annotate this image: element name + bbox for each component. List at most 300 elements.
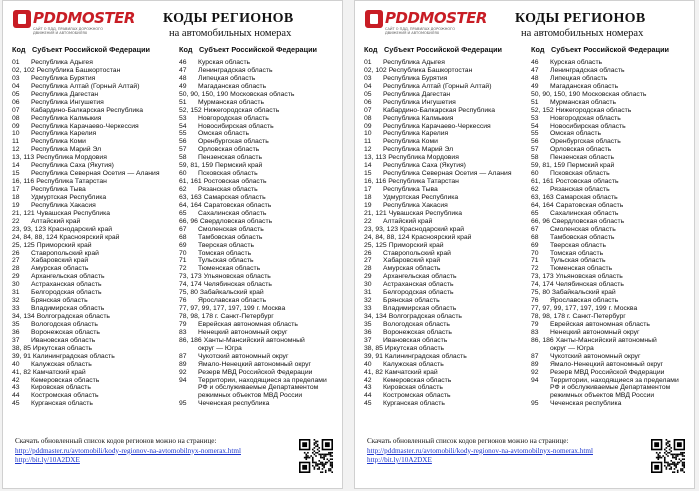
region-code: 34, 134 — [12, 313, 35, 320]
region-name: округ — Югра — [550, 344, 594, 352]
region-code: 78, 98, 178 — [531, 313, 566, 320]
region-name: Республика Татарстан — [36, 178, 107, 186]
region-row — [12, 226, 178, 234]
region-code: 15 — [12, 170, 20, 178]
region-row — [12, 202, 178, 210]
region-row — [531, 194, 691, 202]
region-name: Курская область — [550, 59, 603, 66]
region-code: 37 — [12, 336, 20, 344]
rows-left — [12, 59, 178, 408]
region-code: 25, 125 — [12, 241, 35, 249]
region-name: Удмуртская Республика — [383, 193, 459, 201]
region-name: Воронежская область — [31, 328, 100, 336]
region-code: 46 — [531, 59, 539, 66]
region-row — [364, 353, 530, 361]
region-name: Ростовская область — [555, 178, 619, 186]
region-name: режимных объектов МВД России — [198, 392, 303, 400]
region-code: 12 — [364, 146, 372, 154]
region-name: Алтайский край — [31, 217, 81, 225]
region-name: Тверская область — [550, 241, 606, 249]
region-row — [12, 115, 178, 123]
region-code: 39, 91 — [12, 352, 31, 360]
region-code: 05 — [364, 90, 372, 98]
region-name: Мурманская область — [550, 98, 617, 106]
region-row — [179, 242, 339, 250]
region-name: Оренбургская область — [198, 138, 269, 146]
region-row — [179, 250, 339, 258]
footer-link-full[interactable]: http://pddmaster.ru/avtomobili/kody-regionov-na-avtomobilnyx-nomerax.html — [15, 446, 241, 455]
region-code: 69 — [531, 241, 539, 249]
region-row — [364, 218, 530, 226]
region-code: 09 — [12, 122, 20, 130]
column-header — [364, 44, 530, 55]
region-row — [179, 265, 339, 273]
region-code: 57 — [179, 146, 187, 154]
region-code: 12 — [12, 146, 20, 154]
region-row — [12, 130, 178, 138]
region-code: 31 — [12, 289, 20, 297]
region-name: Свердловская область — [199, 217, 273, 225]
region-code: 73, 173 — [531, 273, 554, 281]
region-row — [12, 369, 178, 377]
region-name: Ярославская область — [198, 297, 267, 305]
header-subject: Субъект Российской Федерации — [384, 45, 503, 54]
region-code: 92 — [179, 368, 187, 376]
region-name: Смоленская область — [198, 225, 264, 233]
region-name: Камчатский край — [32, 368, 86, 376]
region-row — [12, 75, 178, 83]
region-code: 58 — [531, 154, 539, 162]
region-row — [12, 281, 178, 289]
region-row — [179, 91, 339, 99]
region-row — [179, 130, 339, 138]
region-row — [531, 273, 691, 281]
region-code: 54 — [179, 122, 187, 130]
region-name: Ленинградская область — [198, 66, 273, 74]
region-name: Саратовская область — [203, 201, 272, 209]
region-name: Краснодарский край — [48, 225, 113, 233]
region-code: 70 — [531, 249, 539, 257]
region-name: Камчатский край — [384, 368, 438, 376]
region-code: 86, 186 — [179, 336, 202, 344]
region-row — [531, 369, 691, 377]
region-row — [364, 138, 530, 146]
region-name: Республика Марий Эл — [31, 146, 102, 154]
page-subtitle: на автомобильных номерах — [169, 28, 292, 39]
region-row — [531, 384, 691, 392]
region-name: Белгородская область — [383, 289, 454, 297]
region-name: Республика Хакасия — [383, 201, 448, 209]
region-row — [179, 115, 339, 123]
region-name: Республика Тыва — [383, 186, 438, 193]
region-row — [179, 154, 339, 162]
region-row — [12, 99, 178, 107]
region-name: Орловская область — [198, 146, 260, 154]
region-name: Тульская область — [198, 257, 254, 265]
region-code: 31 — [364, 289, 372, 297]
region-name: Чувашская Республика — [36, 209, 111, 217]
region-name: г. Москва — [256, 305, 286, 313]
region-code: 92 — [531, 368, 539, 376]
logo-tagline: САЙТ О ПДД, ПРАВИЛАХ ДОРОЖНОГО ДВИЖЕНИЯ И АВТОМОБИЛЯХ — [385, 27, 455, 35]
region-name: РФ и обслуживаемые Департаментом — [198, 384, 319, 392]
region-code: 65 — [531, 209, 539, 217]
region-row — [531, 400, 691, 408]
region-row — [179, 337, 339, 345]
region-row — [531, 99, 691, 107]
region-name: Ульяновская область — [555, 273, 623, 281]
footer-link-short[interactable]: http://bit.ly/10A2DXE — [15, 456, 80, 464]
rows-right — [531, 59, 691, 408]
region-name: Республика Северная Осетия — Алания — [31, 170, 160, 178]
region-row — [179, 83, 339, 91]
region-row — [364, 99, 530, 107]
region-name: Смоленская область — [550, 225, 616, 233]
region-row — [531, 337, 691, 345]
region-row — [12, 107, 178, 115]
region-code: 71 — [179, 257, 187, 265]
region-row — [531, 123, 691, 131]
region-code: 33 — [12, 305, 20, 313]
region-code: 52, 152 — [179, 106, 202, 114]
region-code: 38, 85 — [364, 344, 383, 352]
region-name: Амурская область — [31, 265, 89, 273]
region-code: 42 — [12, 376, 20, 384]
region-code: 29 — [12, 273, 20, 281]
region-code: 75, 80 — [179, 289, 198, 297]
region-name: Еврейская автономная область — [198, 320, 298, 328]
region-name: Вологодская область — [383, 320, 450, 328]
region-code: 64, 164 — [531, 201, 554, 209]
region-code: 15 — [364, 170, 372, 178]
region-name: Приморский край — [388, 241, 444, 249]
region-row — [179, 234, 339, 242]
region-name: Московская область — [582, 90, 647, 98]
region-code: 67 — [531, 225, 539, 233]
region-code: 59, 81, 159 — [179, 162, 214, 170]
region-code: 56 — [531, 138, 539, 146]
region-name: Томская область — [550, 249, 604, 257]
region-row — [531, 265, 691, 273]
region-name: РФ и обслуживаемые Департаментом — [550, 384, 671, 392]
region-name: Республика Мордовия — [388, 154, 459, 162]
region-name: Тюменская область — [198, 265, 261, 273]
region-code: 79 — [531, 320, 539, 328]
region-name: Нижегородская область — [203, 106, 280, 114]
region-row — [179, 297, 339, 305]
region-row — [179, 178, 339, 186]
region-name: Ханты-Мансийский автономный — [555, 336, 657, 344]
region-code: 17 — [12, 186, 20, 193]
region-code: 18 — [12, 193, 20, 201]
region-row — [12, 289, 178, 297]
region-code: 26 — [12, 249, 20, 257]
region-row — [179, 400, 339, 408]
region-row — [179, 226, 339, 234]
logo-brand: PDDMOSTER — [33, 9, 135, 27]
region-name: Липецкая область — [550, 74, 608, 82]
region-code: 59, 81, 159 — [531, 162, 566, 170]
region-code: 68 — [531, 233, 539, 241]
region-code: 47 — [531, 66, 539, 74]
region-row — [531, 321, 691, 329]
region-code: 27 — [364, 257, 372, 265]
region-row — [531, 361, 691, 369]
header-subject: Субъект Российской Федерации — [199, 45, 318, 54]
region-name: Челябинская область — [203, 281, 272, 289]
region-row — [12, 178, 178, 186]
region-code: 03 — [364, 74, 372, 82]
column-right — [179, 44, 339, 408]
region-code: 34, 134 — [364, 313, 387, 320]
region-name: Омская область — [550, 130, 601, 138]
pddmoster-logo — [13, 9, 135, 40]
region-row — [179, 377, 339, 385]
region-code: 87 — [531, 352, 539, 360]
region-row — [12, 194, 178, 202]
region-name: Оренбургская область — [550, 138, 621, 146]
region-row — [364, 83, 530, 91]
region-row — [12, 154, 178, 162]
region-code: 33 — [364, 305, 372, 313]
region-name: Республика Алтай (Горный Алтай) — [383, 82, 492, 90]
region-row — [364, 337, 530, 345]
region-code: 45 — [364, 400, 372, 408]
region-code: 38, 85 — [12, 344, 31, 352]
region-name: г. Москва — [608, 305, 638, 313]
column-header — [12, 44, 178, 55]
region-code: 25, 125 — [364, 241, 387, 249]
region-code: 58 — [179, 154, 187, 162]
region-row — [179, 210, 339, 218]
region-row — [364, 384, 530, 392]
region-name: Республика Саха (Якутия) — [383, 162, 466, 170]
region-code: 23, 93, 123 — [364, 225, 399, 233]
region-row — [364, 361, 530, 369]
region-row — [12, 305, 178, 313]
region-code: 70 — [179, 249, 187, 257]
region-name: Ханты-Мансийский автономный — [203, 336, 305, 344]
region-name: Вологодская область — [31, 320, 98, 328]
region-row — [179, 202, 339, 210]
region-row — [364, 377, 530, 385]
region-code: 16, 116 — [12, 178, 35, 186]
region-code: 68 — [179, 233, 187, 241]
region-code: 67 — [179, 225, 187, 233]
region-code: 83 — [179, 328, 187, 336]
region-name: Чеченская республика — [198, 400, 270, 408]
region-row — [531, 115, 691, 123]
region-row — [12, 186, 178, 194]
region-row — [531, 170, 691, 178]
region-code: 06 — [12, 98, 20, 106]
rows-right — [179, 59, 339, 408]
region-code: 28 — [12, 265, 20, 273]
region-name: Брянская область — [383, 297, 440, 305]
region-name: Астраханская область — [383, 281, 454, 289]
region-row — [12, 353, 178, 361]
region-code: 21, 121 — [12, 209, 35, 217]
region-row — [12, 345, 178, 353]
region-row — [12, 273, 178, 281]
region-name: Иркутская область — [32, 344, 93, 352]
header-code: Код — [531, 45, 545, 54]
region-code: 78, 98, 178 — [179, 313, 214, 320]
region-name: Чувашская Республика — [388, 209, 463, 217]
region-name: Ярославская область — [550, 297, 619, 305]
region-row — [179, 281, 339, 289]
region-name: Республика Башкортостан — [388, 66, 473, 74]
region-name: Воронежская область — [383, 328, 452, 336]
region-code: 02, 102 — [364, 66, 387, 74]
region-code: 49 — [531, 82, 539, 90]
region-name: Ростовская область — [203, 178, 267, 186]
region-name: Территории, находящиеся за пределами — [198, 376, 327, 384]
region-name: Республика Ингушетия — [383, 98, 456, 106]
region-code: 08 — [12, 114, 20, 122]
region-name: Резерв МВД Российской Федерации — [550, 368, 665, 376]
logo-tagline: САЙТ О ПДД, ПРАВИЛАХ ДОРОЖНОГО ДВИЖЕНИЯ И АВТОМОБИЛЯХ — [33, 27, 103, 35]
region-name: Красноярский край — [59, 233, 120, 241]
region-name: Забайкальский край — [551, 289, 616, 297]
region-code: 76 — [179, 297, 187, 305]
region-name: Омская область — [198, 130, 249, 138]
region-name: Красноярский край — [411, 233, 472, 241]
region-name: Республика Хакасия — [31, 201, 96, 209]
region-code: 41, 82 — [12, 368, 31, 376]
region-name: Республика Карачаево-Черкессия — [383, 122, 491, 130]
region-name: Ульяновская область — [203, 273, 271, 281]
region-row — [531, 297, 691, 305]
region-row — [179, 289, 339, 297]
sheet-left — [2, 0, 343, 489]
region-row — [531, 289, 691, 297]
region-row — [12, 146, 178, 154]
region-name: Тамбовская область — [198, 233, 263, 241]
region-row — [179, 99, 339, 107]
region-code: 07 — [12, 106, 20, 114]
region-row — [179, 329, 339, 337]
region-code: 11 — [12, 138, 20, 146]
region-name: Самарская область — [203, 193, 266, 201]
region-name: Свердловская область — [551, 217, 625, 225]
region-row — [364, 194, 530, 202]
region-name: Кемеровская область — [383, 376, 452, 384]
region-code: 22 — [12, 217, 20, 225]
region-name: Рязанская область — [550, 186, 610, 193]
region-code: 47 — [179, 66, 187, 74]
region-code: 49 — [179, 82, 187, 90]
region-name: Тамбовская область — [550, 233, 615, 241]
header-code: Код — [12, 45, 26, 54]
region-name: Алтайский край — [383, 217, 433, 225]
region-row — [179, 162, 339, 170]
region-code: 16, 116 — [364, 178, 387, 186]
region-row — [364, 170, 530, 178]
region-code: 36 — [12, 328, 20, 336]
region-row — [179, 273, 339, 281]
region-name: Республика Карачаево-Черкессия — [31, 122, 139, 130]
region-name: Еврейская автономная область — [550, 320, 650, 328]
region-name: Республика Ингушетия — [31, 98, 104, 106]
region-code: 48 — [531, 74, 539, 82]
region-code: 43 — [364, 384, 372, 392]
region-row — [179, 392, 339, 400]
region-name: режимных объектов МВД России — [550, 392, 655, 400]
region-row — [531, 162, 691, 170]
region-name: Республика Бурятия — [383, 74, 448, 82]
region-name: Республика Бурятия — [31, 74, 96, 82]
region-code: 29 — [364, 273, 372, 281]
region-row — [364, 67, 530, 75]
region-row — [179, 353, 339, 361]
region-row — [12, 59, 178, 67]
region-row — [531, 345, 691, 353]
region-code: 41, 82 — [364, 368, 383, 376]
region-name: Магаданская область — [550, 82, 619, 90]
region-name: г. Санкт-Петербург — [567, 313, 626, 320]
region-row — [12, 313, 178, 321]
region-code: 75, 80 — [531, 289, 550, 297]
region-name: Томская область — [198, 249, 252, 257]
region-row — [12, 250, 178, 258]
region-code: 11 — [364, 138, 372, 146]
region-row — [531, 242, 691, 250]
region-row — [531, 234, 691, 242]
region-code: 94 — [179, 376, 187, 384]
region-name: Тульская область — [550, 257, 606, 265]
region-row — [12, 265, 178, 273]
region-name: Республика Калмыкия — [383, 114, 454, 122]
region-code: 14 — [364, 162, 372, 170]
region-name: Республика Калмыкия — [31, 114, 102, 122]
region-code: 18 — [364, 193, 372, 201]
region-code: 01 — [12, 59, 20, 66]
region-row — [179, 59, 339, 67]
region-code: 40 — [12, 360, 20, 368]
region-code: 60 — [179, 170, 187, 178]
region-name: Магаданская область — [198, 82, 267, 90]
header-code: Код — [179, 45, 193, 54]
region-row — [531, 178, 691, 186]
region-name: Саратовская область — [555, 201, 624, 209]
region-row — [531, 377, 691, 385]
region-code: 54 — [531, 122, 539, 130]
region-name: Костромская область — [31, 392, 99, 400]
region-row — [12, 329, 178, 337]
region-code: 32 — [12, 297, 20, 305]
region-name: Челябинская область — [555, 281, 624, 289]
region-code: 83 — [531, 328, 539, 336]
region-code: 95 — [531, 400, 539, 408]
footer-link-full[interactable]: http://pddmaster.ru/avtomobili/kody-regionov-na-avtomobilnyx-nomerax.html — [367, 446, 593, 455]
region-row — [179, 146, 339, 154]
region-code: 53 — [179, 114, 187, 122]
region-row — [531, 59, 691, 67]
region-row — [364, 91, 530, 99]
column-right — [531, 44, 691, 408]
region-row — [179, 194, 339, 202]
region-row — [531, 107, 691, 115]
region-code: 02, 102 — [12, 66, 35, 74]
region-code: 26 — [364, 249, 372, 257]
footer-link-short[interactable]: http://bit.ly/10A2DXE — [367, 456, 432, 464]
region-row — [12, 91, 178, 99]
region-name: Республика Адыгея — [383, 59, 445, 66]
region-row — [179, 123, 339, 131]
region-name: Республика Саха (Якутия) — [31, 162, 114, 170]
region-code: 77, 97, 99, 177, 197, 199 — [531, 305, 607, 313]
